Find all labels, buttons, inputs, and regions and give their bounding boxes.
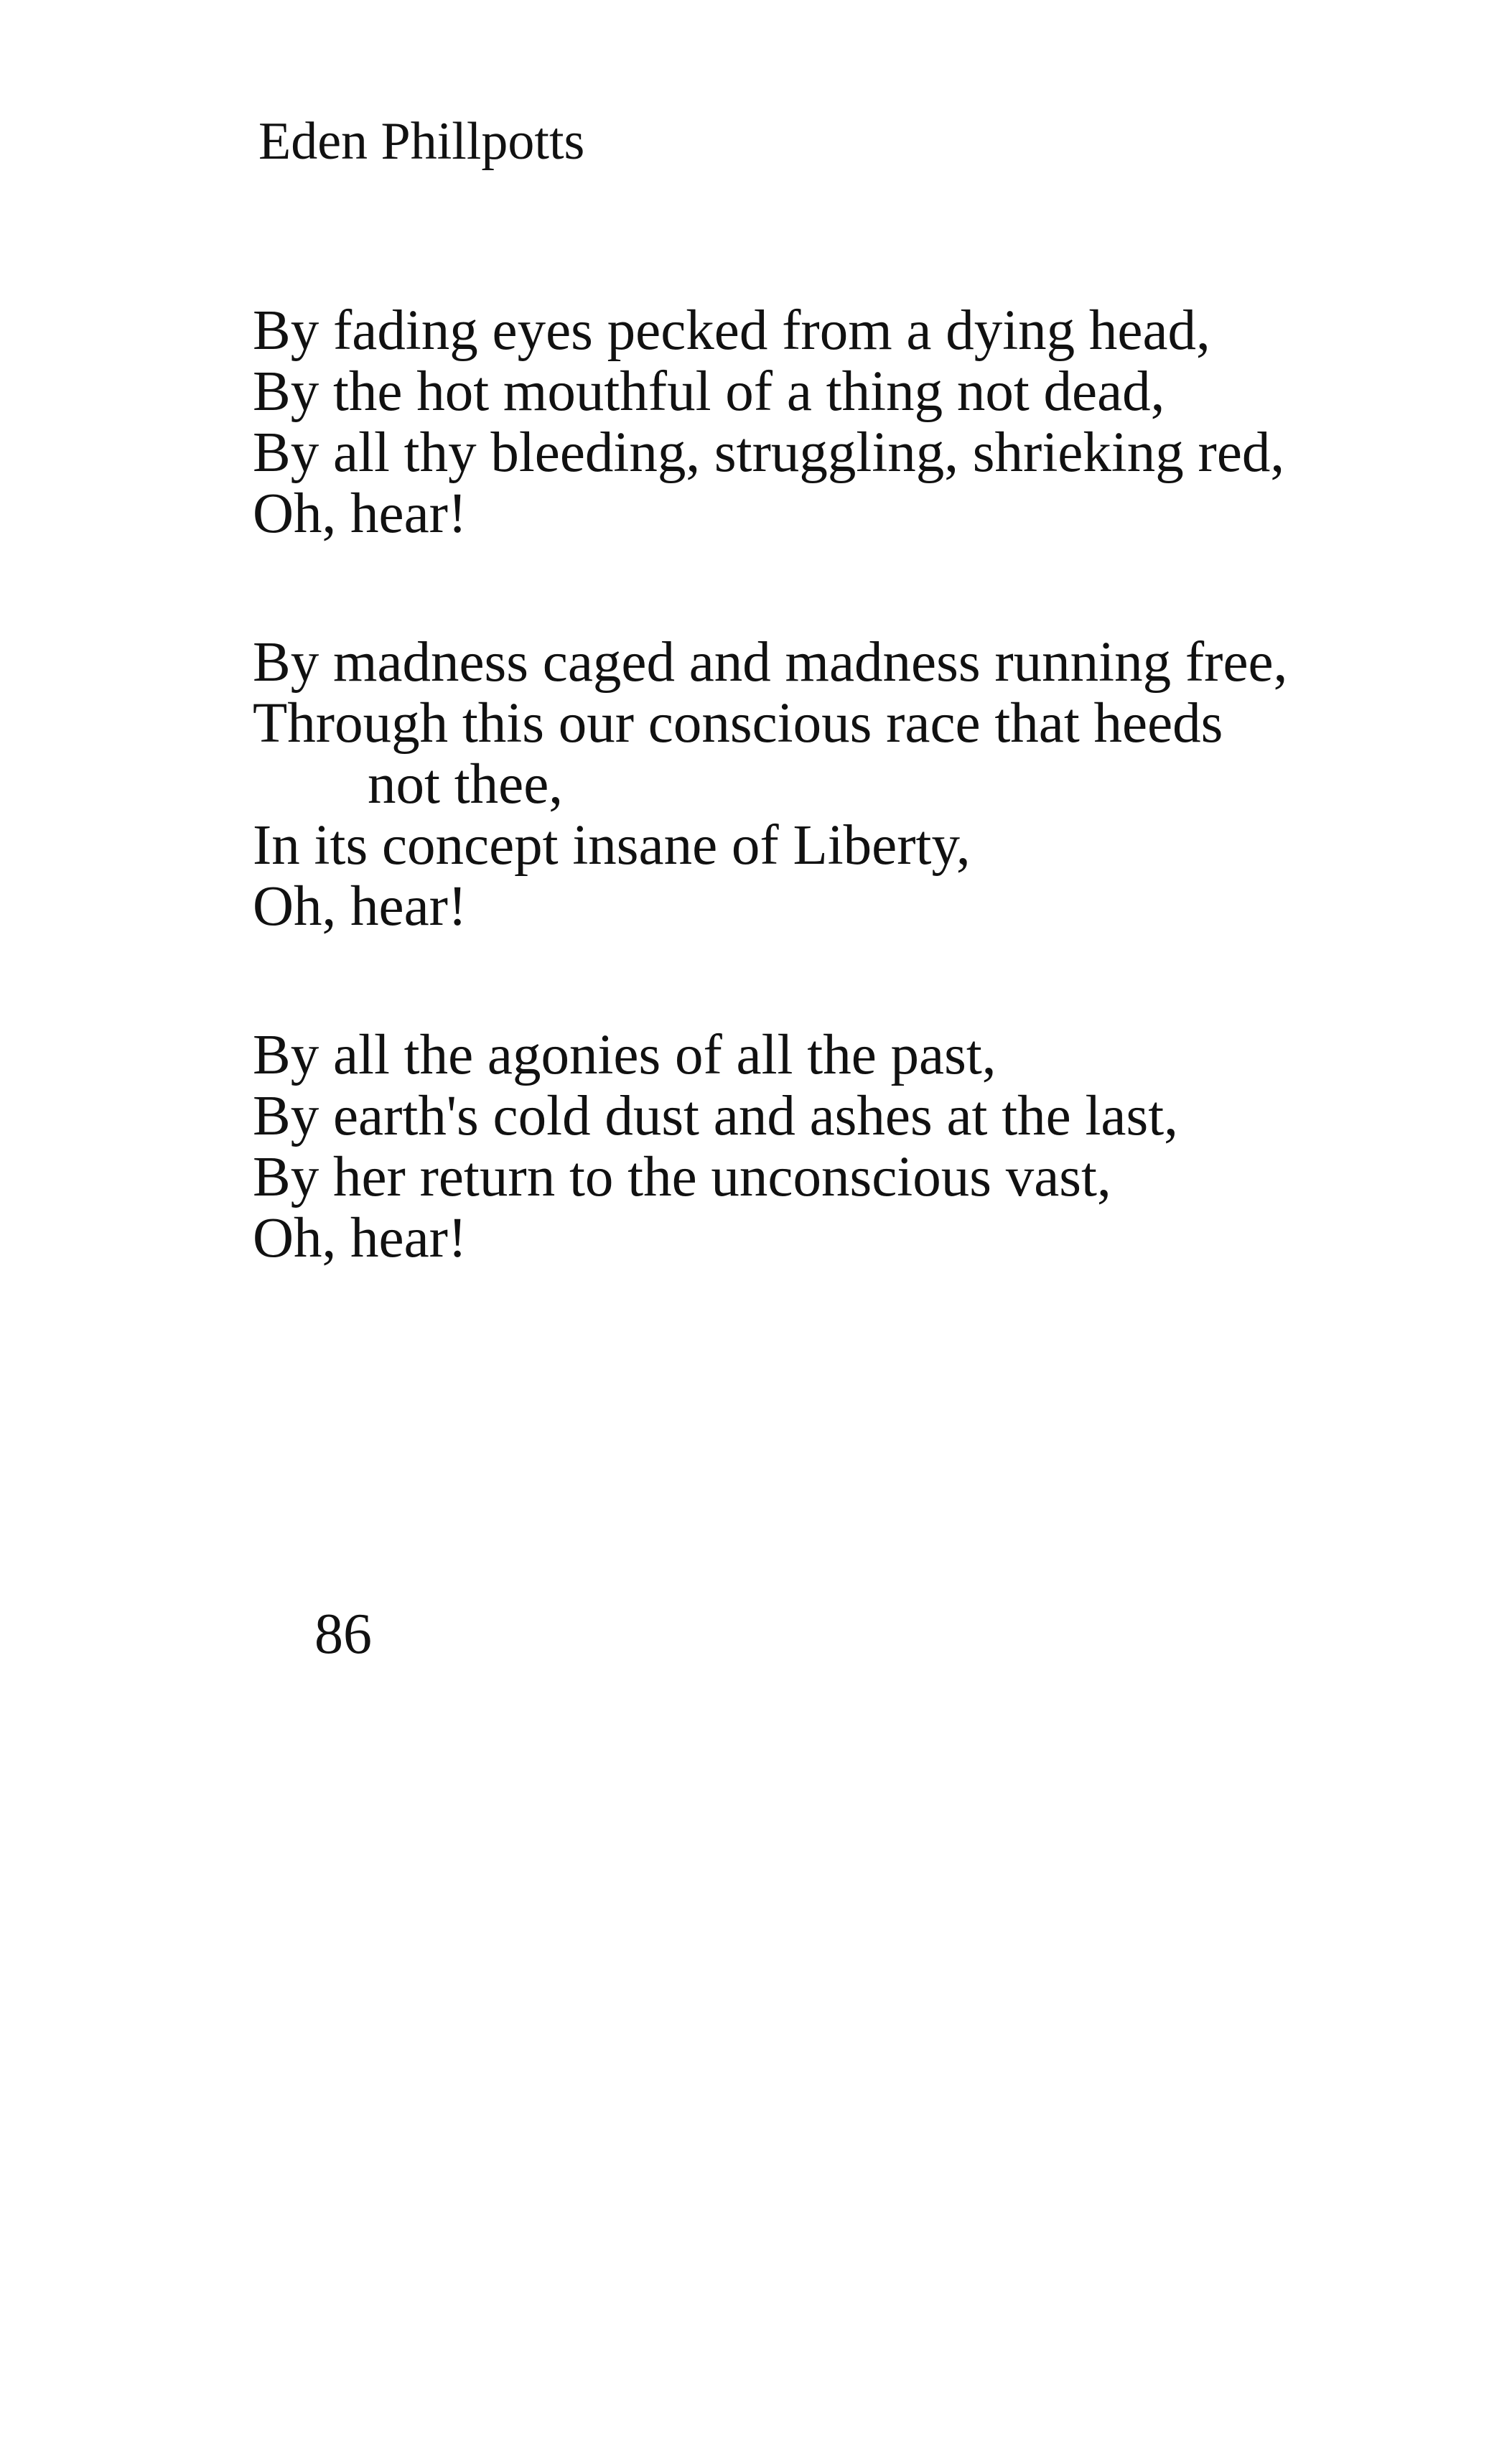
poem-refrain: Oh, hear! — [253, 875, 467, 938]
poem-line: By all the agonies of all the past, — [253, 1024, 997, 1086]
poem-line: By all thy bleeding, struggling, shrieking red, — [253, 421, 1285, 484]
poem-refrain: Oh, hear! — [253, 1207, 467, 1269]
poem-refrain: Oh, hear! — [253, 483, 467, 545]
poem-line: By earth's cold dust and ashes at the last, — [253, 1085, 1178, 1147]
poem-line: In its concept insane of Liberty, — [253, 814, 971, 877]
stanza-1 — [253, 300, 1430, 544]
poem-line: By fading eyes pecked from a dying head, — [253, 299, 1210, 362]
running-head-author: Eden Phillpotts — [258, 112, 585, 171]
page-number: 86 — [314, 1603, 372, 1666]
poem-line: By madness caged and madness running free, — [253, 631, 1288, 694]
poem-line: Through this our conscious race that heeds — [253, 692, 1223, 755]
poem-line-continuation: not thee, — [368, 753, 564, 816]
stanza-3 — [253, 1025, 1430, 1269]
poem-line: By her return to the unconscious vast, — [253, 1146, 1111, 1208]
poem-body — [253, 300, 1430, 1356]
stanza-2 — [253, 632, 1430, 937]
poem-line: By the hot mouthful of a thing not dead, — [253, 360, 1165, 423]
